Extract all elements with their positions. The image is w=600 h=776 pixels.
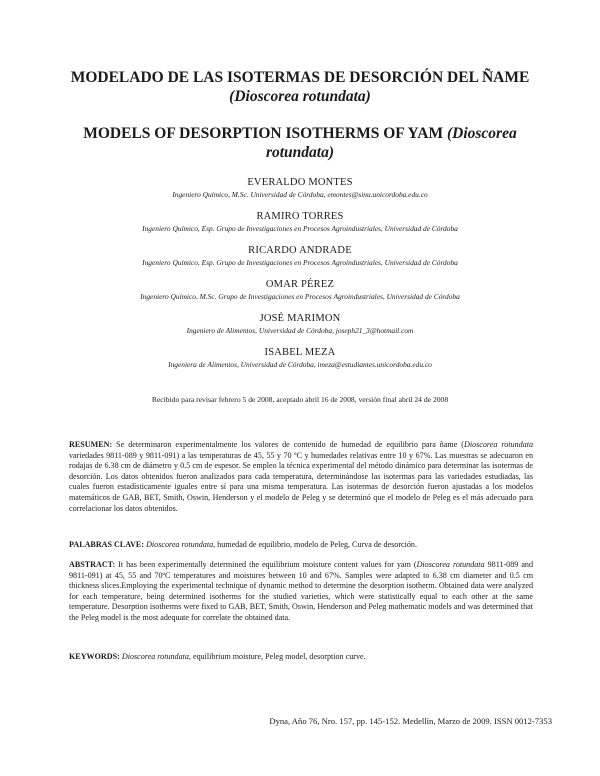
abstract-text-a: It has been experimentally determined the equilibrium moisture content values for yam ( [115,560,417,570]
abstract-label: ABSTRACT: [69,560,116,570]
author-affiliation: Ingeniera de Alimentos, Universidad de Córdoba, imeza@estudiantes.unicordoba.edu.co [168,360,432,369]
resumen-text-a: Se determinaron experimentalmente los valores de contenido de humedad de equilibrio para ñame ( [116,440,464,450]
resumen-paragraph [69,440,533,514]
author-affiliation: Ingeniero Químico, Esp. Grupo de Investigaciones en Procesos Agroindustriales, Universidad de Córdoba [142,258,458,267]
author-entry [60,346,540,380]
abstract-species: Dioscorea rotundata [416,560,485,570]
resumen-label: RESUMEN: [69,440,113,450]
title-spanish-species: (Dioscorea rotundata) [229,88,371,105]
received-dates: Recibido para revisar febrero 5 de 2008, aceptado abril 16 de 2008, versión final abril 24 de 2008 [151,395,449,404]
keywords-text: equilibrium moisture, Peleg model, desorption curve. [190,652,366,662]
keywords-label: KEYWORDS: [69,652,120,662]
author-affiliation: Ingeniero Químico, M.Sc. Grupo de Investigaciones en Procesos Agroindustriales, Universidad de Córdoba [140,292,460,301]
author-name: RICARDO ANDRADE [248,245,352,256]
title-spanish [60,68,540,106]
resumen-species: Dioscorea rotundata [463,440,534,450]
author-list [60,176,540,380]
abstract-paragraph [69,560,533,624]
title-english [60,124,540,162]
author-name: ISABEL MEZA [264,347,336,358]
palabras-clave-species: Dioscorea rotundata, [146,540,216,550]
author-entry [60,244,540,278]
author-name: JOSÉ MARIMON [259,313,341,324]
palabras-clave-label: PALABRAS CLAVE: [69,540,145,550]
abstract-text-b: 9811-089 and 9811-091) at 45, 55 and 70ºC temperatures and moistures between 10 and 67%. Samples were adapted to 6.38 cm diameter and 0.5 cm thickness slices.Employing the experimental technique of dynamic method to determine the desorption isotherm. Obtained data were analyzed for each temperature, being determined isotherms for the studied varieties, which were statistically equal to each other at the same temperature. Desorption isotherms were fixed to GAB, BET, Smith, Oswin, Henderson and Peleg mathematic models and was determined that the Peleg model is the most adequate for correlate the obtained data. [69,560,533,623]
author-entry [60,210,540,244]
author-name: OMAR PÉREZ [265,279,335,290]
resumen-text-b: variedades 9811-089 y 9811-091) a las temperaturas de 45, 55 y 70 ºC y humedades relativas entre 10 y 67%. Las muestras se adecuaron en rodajas de 6.38 cm de diámetro y 0.5 cm de espesor. Se empleo la técnica experimental del método dinámico para determinar las isotermas de desorción. Los datos obtenidos fueron analizados para cada temperatura, determinándose las isotermas para las variedades estudiadas, las cuales fueron estadísticamente iguales entre sí para una misma temperatura. Las isotermas de desorción fueron ajustadas a los modelos matemáticos de GAB, BET, Smith, Oswin, Henderson y el modelo de Peleg y se determinó que el modelo de Peleg es el más adecuado para correlacionar los datos obtenidos. [69,450,533,513]
palabras-clave-text: humedad de equilibrio, modelo de Peleg, Curva de desorción. [215,540,417,550]
title-spanish-main: MODELADO DE LAS ISOTERMAS DE DESORCIÓN DEL ÑAME [70,69,530,86]
author-affiliation: Ingeniero de Alimentos, Universidad de Córdoba, joseph21_3@hotmail.com [186,326,414,335]
author-affiliation: Ingeniero Químico, Esp. Grupo de Investigaciones en Procesos Agroindustriales, Universidad de Córdoba [142,224,458,233]
author-entry [60,176,540,210]
author-affiliation: Ingeniero Químico, M.Sc. Universidad de Córdoba, emontes@sinu.unicordoba.edu.co [172,190,428,199]
journal-footer: Dyna, Año 76, Nro. 157, pp. 145-152. Medellín, Marzo de 2009. ISSN 0012-7353 [269,716,552,726]
author-name: EVERALDO MONTES [247,177,353,188]
keywords-species: Dioscorea rotundata, [119,652,191,662]
author-entry [60,312,540,346]
title-english-main: MODELS OF DESORPTION ISOTHERMS OF YAM [83,125,444,142]
palabras-clave-paragraph [69,540,533,551]
keywords-paragraph [69,652,533,663]
author-entry [60,278,540,312]
author-name: RAMIRO TORRES [256,211,344,222]
title-english-species: (Dioscorea rotundata) [265,125,517,161]
